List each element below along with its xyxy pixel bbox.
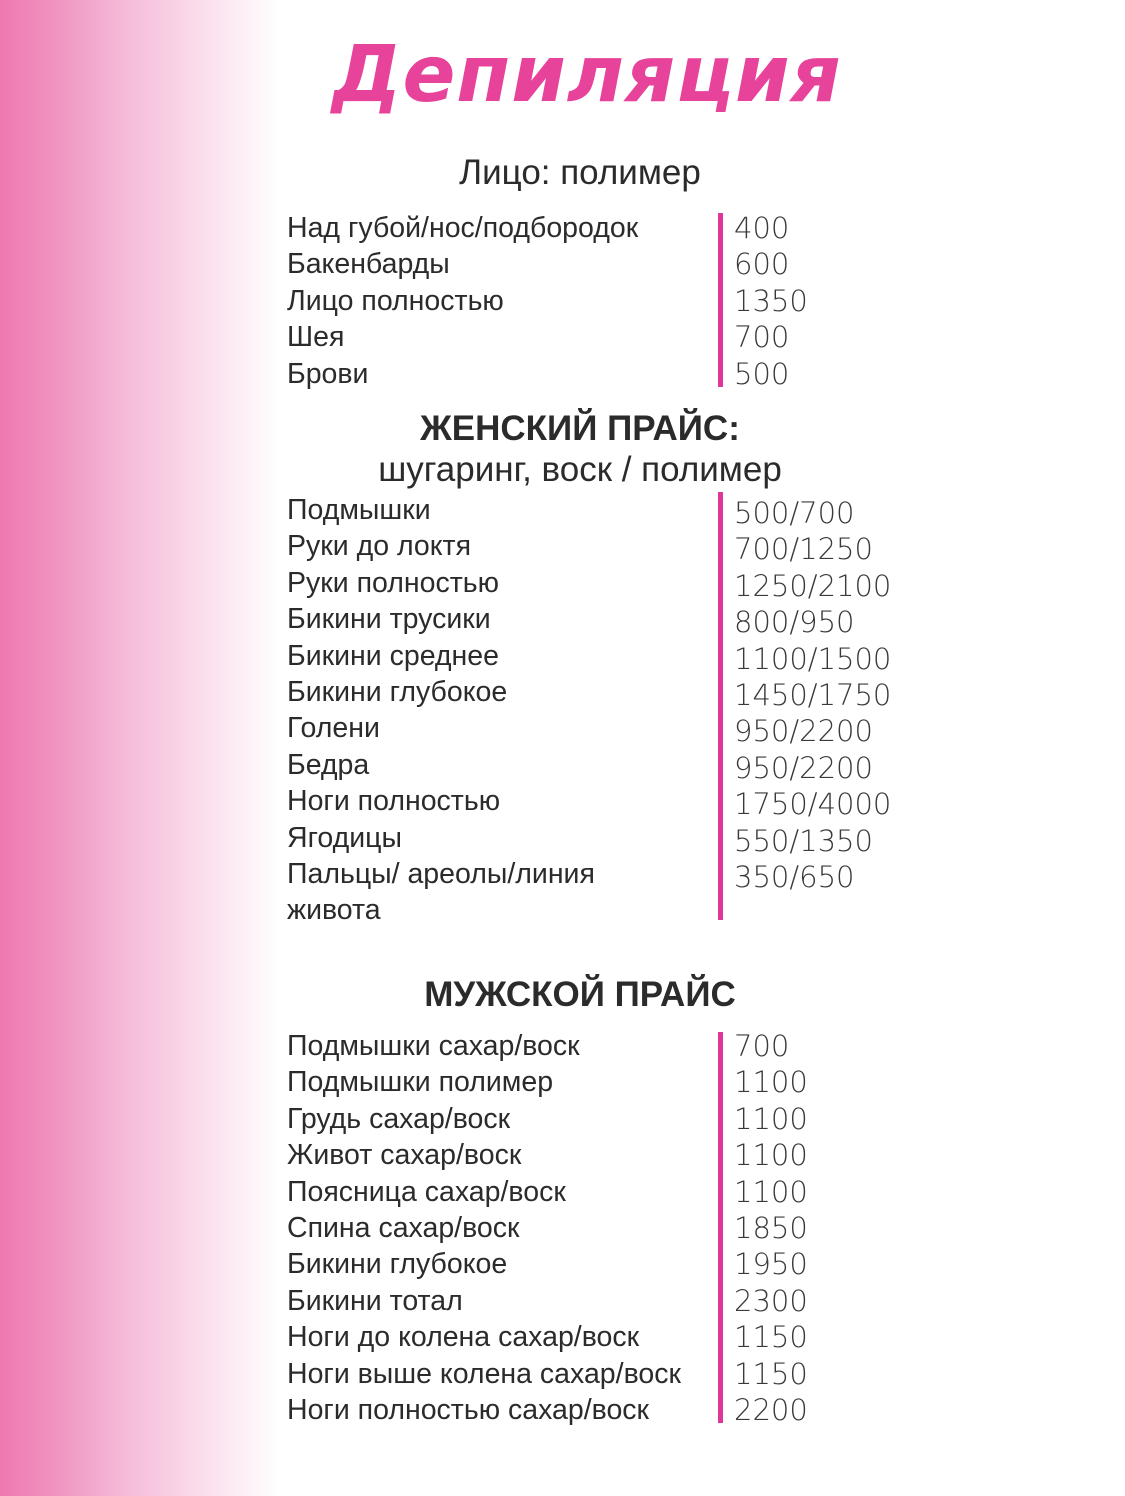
list-item — [287, 356, 790, 392]
item-price: 800/950 — [734, 605, 855, 640]
item-label: Ягодицы — [287, 821, 402, 854]
list-item — [287, 1210, 808, 1246]
men-price-list — [287, 1028, 808, 1428]
item-label: Над губой/нос/подбородок — [287, 212, 639, 244]
list-item — [287, 283, 808, 319]
list-item — [287, 210, 790, 246]
item-price: 950/2200 — [734, 714, 873, 749]
item-label: Руки полностью — [287, 566, 499, 599]
list-item — [287, 1064, 808, 1100]
item-label: Ноги выше колена сахар/воск — [287, 1357, 681, 1390]
item-price: 1100 — [734, 1065, 808, 1100]
list-item — [287, 565, 892, 603]
item-price: 1100 — [734, 1174, 808, 1209]
women-price-divider — [718, 492, 723, 920]
item-label: Бикини глубокое — [287, 1248, 508, 1281]
item-price: 1850 — [734, 1210, 808, 1245]
women-section-subheading: шугаринг, воск / полимер — [378, 450, 782, 489]
list-item — [287, 1283, 808, 1319]
item-label: Бикини трусики — [287, 603, 491, 636]
women-section-heading: ЖЕНСКИЙ ПРАЙС: — [420, 409, 740, 448]
face-price-list — [287, 210, 808, 392]
women-price-list — [287, 492, 892, 929]
item-price: 950/2200 — [734, 750, 873, 785]
list-item — [287, 1137, 808, 1173]
item-label: Подмышки — [287, 494, 431, 526]
item-label: Спина сахар/воск — [287, 1211, 520, 1244]
item-label: Грудь сахар/воск — [287, 1102, 511, 1135]
item-price: 350/650 — [734, 859, 855, 894]
list-item — [287, 601, 855, 640]
side-gradient-decoration — [0, 0, 280, 1496]
list-item — [287, 1246, 808, 1282]
item-label: Брови — [287, 357, 369, 390]
item-price: 700 — [734, 320, 790, 355]
item-label: Ноги полностью — [287, 785, 501, 818]
list-item — [287, 246, 790, 282]
item-price: 1100 — [734, 1101, 808, 1136]
item-label: Голени — [287, 712, 380, 745]
item-label: Бакенбарды — [287, 248, 450, 281]
item-price: 1250/2100 — [734, 568, 892, 603]
face-section-heading: Лицо: полимер — [459, 153, 701, 192]
item-label: Бикини среднее — [287, 639, 499, 672]
item-label: Лицо полностью — [287, 284, 504, 317]
list-item — [287, 492, 855, 530]
item-label: Руки до локтя — [287, 530, 472, 563]
item-price: 1150 — [734, 1356, 808, 1391]
list-item — [287, 1028, 790, 1064]
item-label: Подмышки сахар/воск — [287, 1030, 580, 1062]
item-label: Подмышки полимер — [287, 1066, 554, 1099]
list-item — [287, 319, 790, 355]
item-price: 500/700 — [734, 496, 855, 530]
list-item — [287, 710, 873, 749]
list-item — [287, 820, 873, 858]
list-item — [287, 528, 873, 567]
item-price: 1100/1500 — [734, 641, 892, 676]
page-title: Депиляция — [332, 30, 842, 120]
item-price: 1350 — [734, 283, 808, 318]
item-price: 550/1350 — [734, 823, 873, 858]
list-item — [287, 783, 892, 822]
item-price: 500 — [734, 356, 790, 391]
item-label: Ноги до колена сахар/воск — [287, 1321, 640, 1354]
list-item — [287, 1392, 808, 1428]
item-label: Бикини глубокое — [287, 675, 508, 708]
item-price: 1100 — [734, 1138, 808, 1173]
item-price: 1150 — [734, 1320, 808, 1355]
item-label: Поясница сахар/воск — [287, 1175, 566, 1208]
item-label: Шея — [287, 321, 345, 354]
list-item — [287, 1101, 808, 1137]
men-price-divider — [718, 1032, 723, 1423]
men-section-heading: МУЖСКОЙ ПРАЙС — [424, 975, 736, 1014]
item-label: Бедра — [287, 748, 370, 781]
list-item — [287, 856, 855, 929]
item-price: 2300 — [734, 1283, 808, 1318]
list-item — [287, 747, 873, 785]
item-price: 1450/1750 — [734, 677, 892, 712]
list-item — [287, 638, 892, 676]
item-label: Бикини тотал — [287, 1284, 463, 1317]
face-price-divider — [718, 213, 723, 387]
item-price: 400 — [734, 211, 790, 245]
list-item — [287, 1319, 808, 1355]
item-price: 700/1250 — [734, 532, 873, 567]
list-item — [287, 1174, 808, 1210]
list-item — [287, 1356, 808, 1392]
item-price: 2200 — [734, 1392, 808, 1427]
item-price: 1950 — [734, 1247, 808, 1282]
list-item — [287, 674, 892, 712]
item-price: 700 — [734, 1029, 790, 1063]
item-price: 600 — [734, 247, 790, 282]
item-label: Живот сахар/воск — [287, 1139, 522, 1172]
item-price: 1750/4000 — [734, 787, 892, 822]
item-label: Ноги полностью сахар/воск — [287, 1393, 650, 1426]
item-label: Пальцы/ ареолы/линия живота — [287, 857, 595, 927]
